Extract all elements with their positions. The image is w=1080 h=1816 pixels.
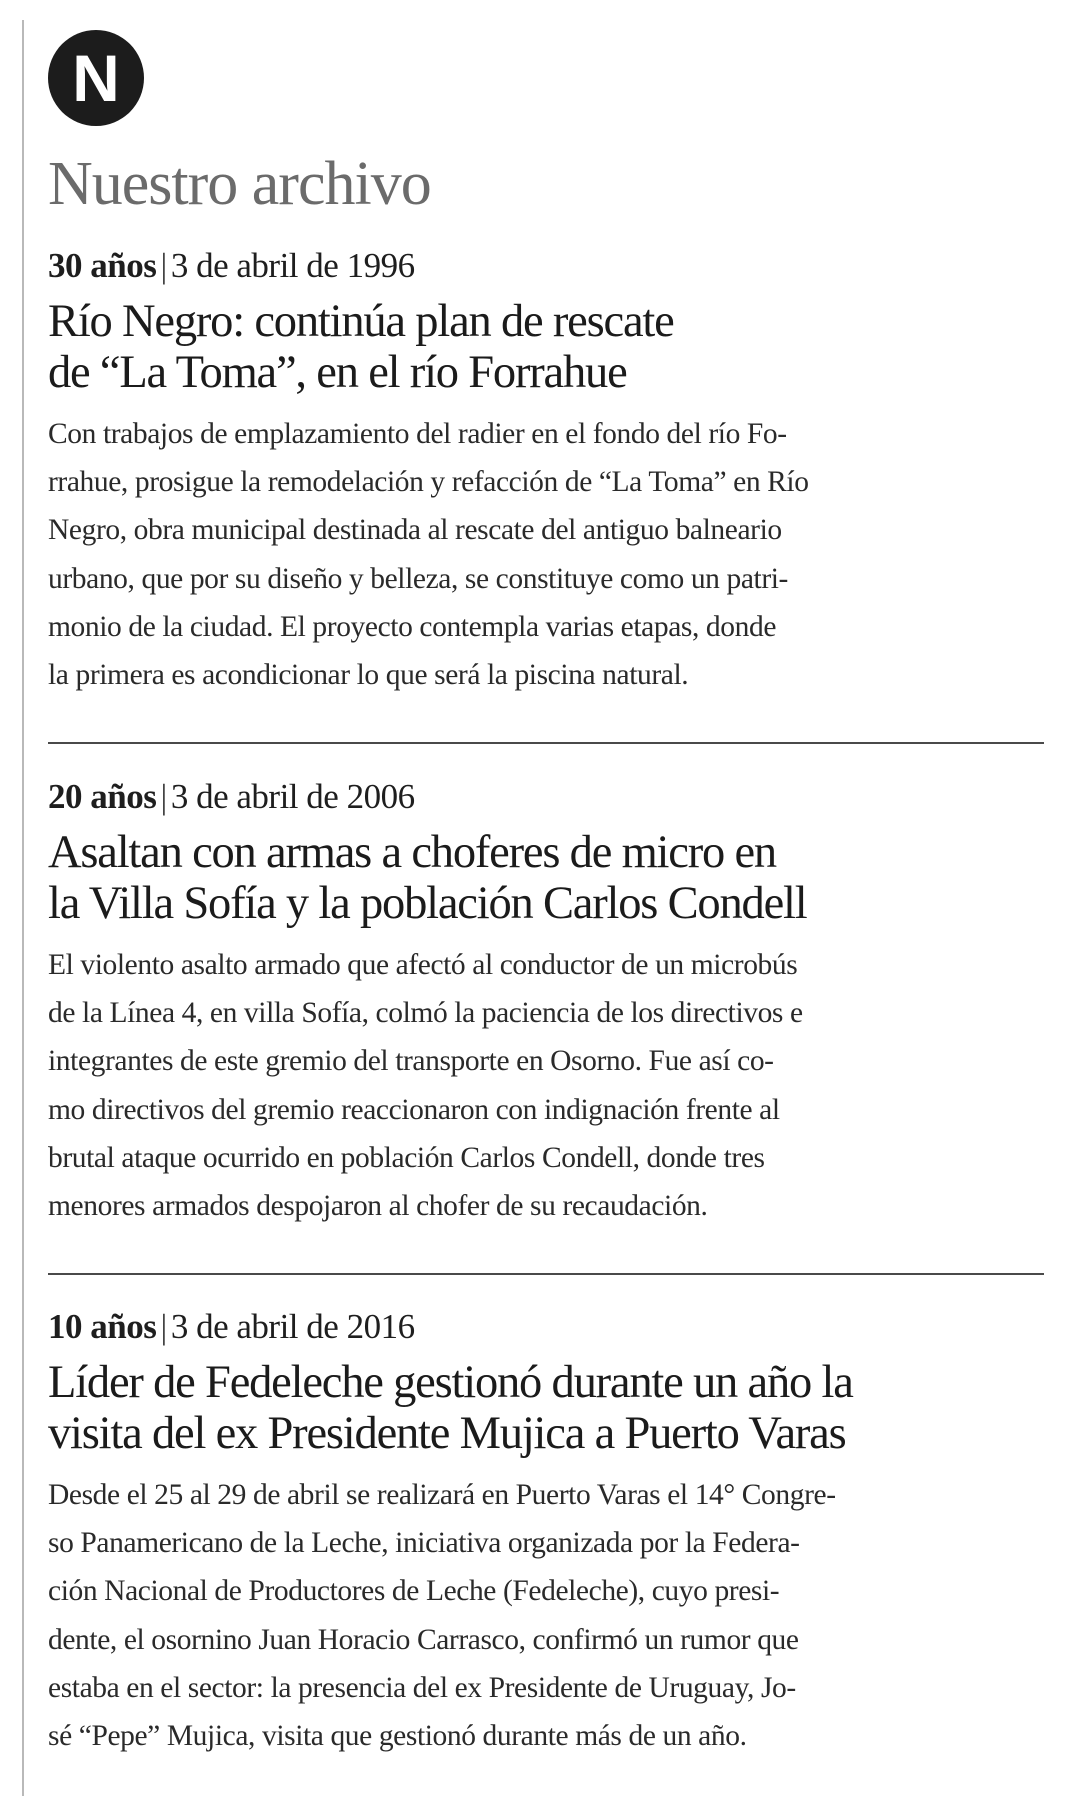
entry-date: 3 de abril de 1996 — [170, 246, 415, 285]
archive-entry-30-years — [48, 244, 1044, 699]
left-column-rule — [22, 20, 24, 1796]
entry-headline — [48, 296, 1044, 398]
body-line: brutal ataque ocurrido en población Carlos Condell, donde tres — [48, 1141, 765, 1174]
entry-separator: | — [160, 777, 167, 816]
body-line: estaba en el sector: la presencia del ex Presidente de Uruguay, Jo- — [48, 1671, 796, 1704]
body-line: El violento asalto armado que afectó al conductor de un microbús — [48, 949, 798, 981]
archive-entry-10-years — [48, 1305, 1044, 1760]
body-line: mo directivos del gremio reaccionaron con indignación frente al — [48, 1093, 780, 1126]
entry-meta — [48, 1305, 1044, 1349]
section-title: Nuestro archivo — [48, 150, 431, 218]
body-line: rrahue, prosigue la remodelación y refacción de “La Toma” en Río — [48, 466, 809, 499]
entry-separator: | — [160, 246, 167, 285]
body-line: urbano, que por su diseño y belleza, se constituye como un patri- — [48, 562, 788, 595]
body-line: Desde el 25 al 29 de abril se realizará en Puerto Varas el 14° Congre- — [48, 1479, 836, 1511]
entry-meta — [48, 244, 1044, 288]
body-line: dente, el osornino Juan Horacio Carrasco, confirmó un rumor que — [48, 1623, 799, 1656]
entry-body — [48, 410, 1044, 699]
body-line: sé “Pepe” Mujica, visita que gestionó durante más de un año. — [48, 1720, 747, 1753]
body-line: de la Línea 4, en villa Sofía, colmó la paciencia de los directivos e — [48, 997, 803, 1030]
newspaper-logo: N — [48, 30, 144, 126]
archive-entry-20-years — [48, 775, 1044, 1230]
entry-divider — [48, 1273, 1044, 1275]
headline-line: Asaltan con armas a choferes de micro en — [48, 827, 776, 878]
body-line: la primera es acondicionar lo que será la piscina natural. — [48, 659, 689, 692]
body-line: Negro, obra municipal destinada al rescate del antiguo balneario — [48, 514, 782, 547]
headline-line: Líder de Fedeleche gestionó durante un año la — [48, 1357, 853, 1408]
entry-divider — [48, 742, 1044, 744]
entry-separator: | — [160, 1307, 167, 1346]
body-line: integrantes de este gremio del transporte en Osorno. Fue así co- — [48, 1045, 774, 1078]
body-line: monio de la ciudad. El proyecto contempla varias etapas, donde — [48, 610, 777, 643]
entry-date: 3 de abril de 2006 — [170, 777, 415, 816]
headline-line: la Villa Sofía y la población Carlos Condell — [48, 878, 807, 929]
entry-years: 10 años — [48, 1307, 157, 1346]
headline-line: Río Negro: continúa plan de rescate — [48, 296, 674, 347]
entry-date: 3 de abril de 2016 — [170, 1307, 415, 1346]
body-line: ción Nacional de Productores de Leche (Fedeleche), cuyo presi- — [48, 1575, 780, 1608]
entry-years: 30 años — [48, 246, 157, 285]
entry-headline — [48, 1357, 1044, 1459]
body-line: menores armados despojaron al chofer de su recaudación. — [48, 1190, 708, 1223]
entry-years: 20 años — [48, 777, 157, 816]
headline-line: de “La Toma”, en el río Forrahue — [48, 347, 627, 398]
entry-body — [48, 1471, 1044, 1760]
headline-line: visita del ex Presidente Mujica a Puerto Varas — [48, 1408, 846, 1459]
body-line: so Panamericano de la Leche, iniciativa organizada por la Federa- — [48, 1527, 800, 1560]
entry-body — [48, 941, 1044, 1230]
entry-meta — [48, 775, 1044, 819]
entry-headline — [48, 827, 1044, 929]
body-line: Con trabajos de emplazamiento del radier en el fondo del río Fo- — [48, 418, 787, 450]
